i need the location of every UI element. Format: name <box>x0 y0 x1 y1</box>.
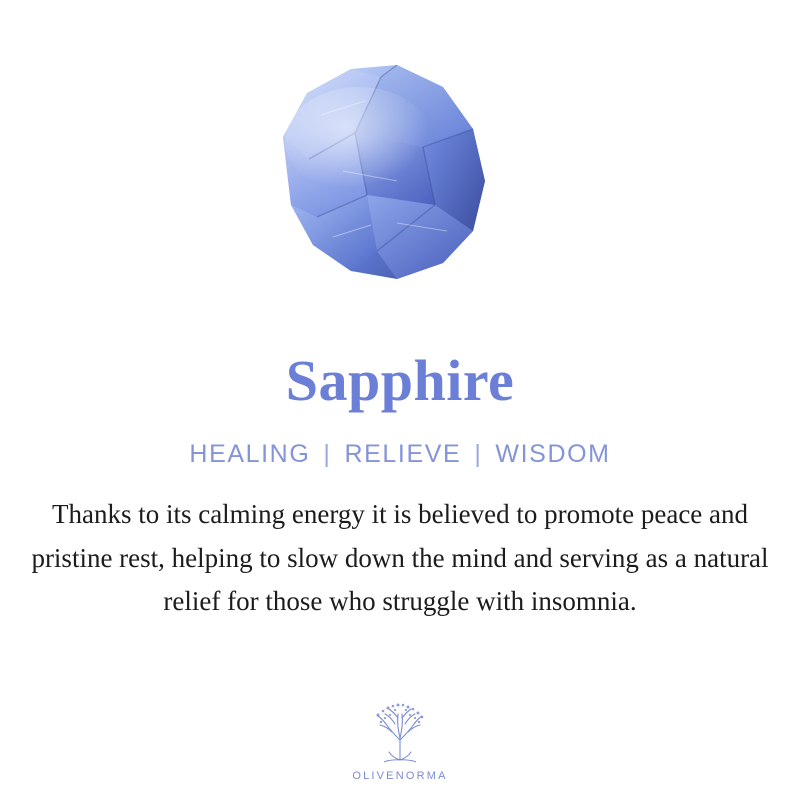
keyword-relieve: RELIEVE <box>344 440 462 468</box>
brand-logo <box>0 698 800 782</box>
page-title: Sapphire <box>285 348 515 413</box>
gemstone-image-area <box>0 0 800 330</box>
keyword-healing: HEALING <box>189 440 311 468</box>
brand-name: OLIVENORMA <box>352 770 448 782</box>
sapphire-crystal-image <box>247 55 517 285</box>
keyword-wisdom: WISDOM <box>495 440 611 468</box>
keyword-separator-1: | <box>323 440 332 468</box>
tree-of-life-icon <box>364 698 436 768</box>
keyword-separator-2: | <box>474 440 483 468</box>
keyword-list <box>189 440 610 469</box>
description-text: Thanks to its calming energy it is believed to promote peace and pristine rest, helping to slow down the mind and serving as a natural relief for those who struggle with insomnia. <box>31 499 769 617</box>
